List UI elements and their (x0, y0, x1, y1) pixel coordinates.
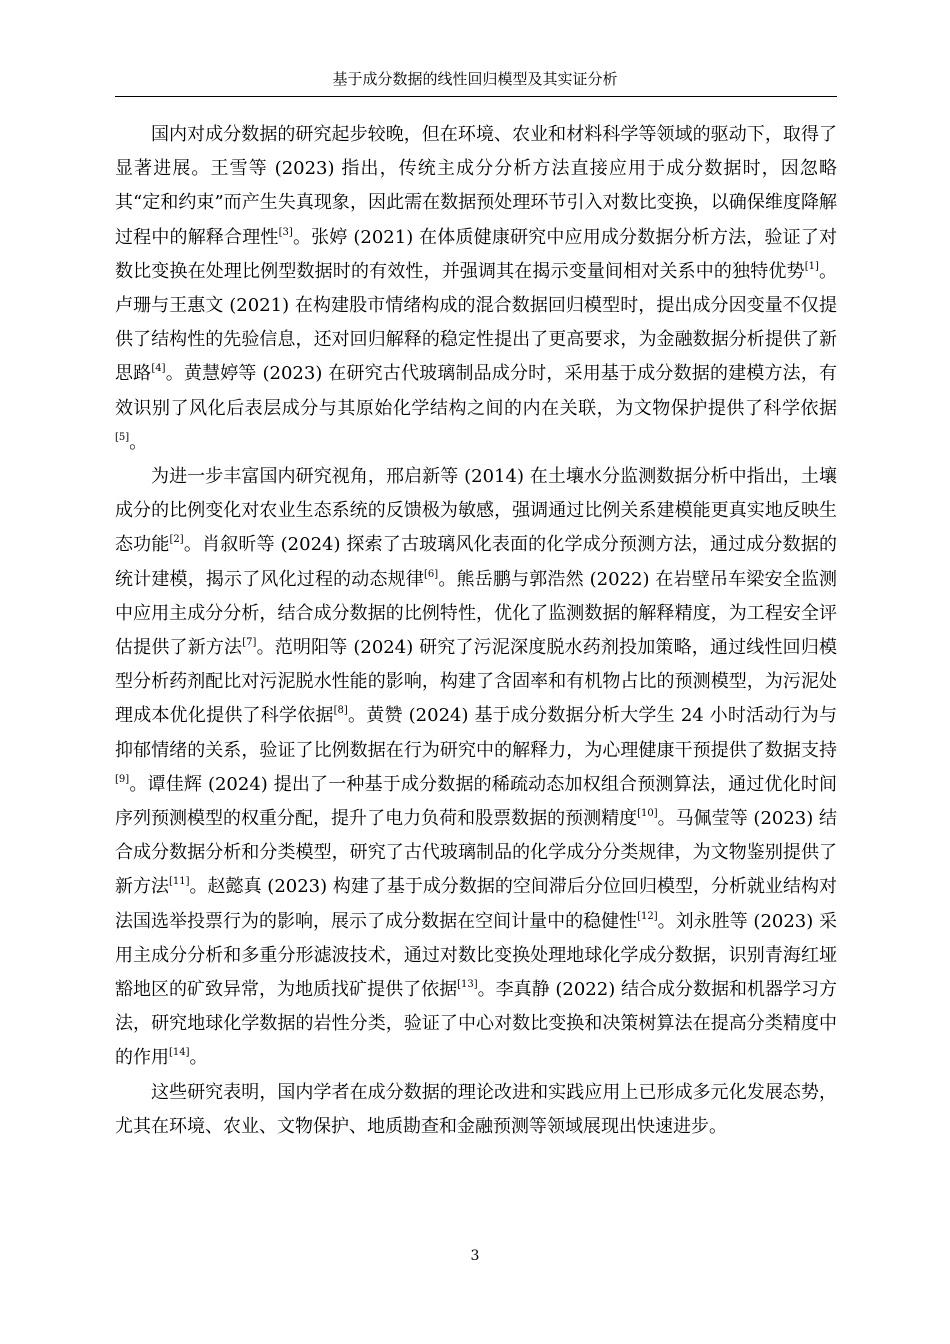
text-segment: 。马佩莹等 (2023) 结合成分数据分析和分类模型，研究了古代玻璃制品的化学成分分类规律，为文物鉴别提供了新方法 (115, 808, 838, 898)
running-header: 基于成分数据的线性回归模型及其实证分析 (332, 70, 618, 88)
text-segment: 国内对成分数据的研究起步较晚，但在环境、农业和材料科学等领域的驱动下，取得了显著进展。王雪等 (2023) 指出，传统主成分分析方法直接应用于成分数据时，因忽略其“定和约束”而产生失真现象，因此需在数据预处理环节引入对数比变换，以确保维度降解过程中的解释合理性 (115, 124, 837, 248)
citation[interactable]: [4] (151, 363, 166, 375)
paragraph-1 (115, 118, 837, 460)
citation[interactable]: [2] (169, 534, 184, 546)
text-segment: 为进一步丰富国内研究视角，邢启新等 (2014) 在土壤水分监测数据分析中指出，土壤成分的比例变化对农业生态系统的反馈极为敏感，强调通过比例关系建模能更真实地反映生态功能 (115, 466, 837, 556)
text-segment: 这些研究表明，国内学者在成分数据的理论改进和实践应用上已形成多元化发展态势，尤其在环境、农业、文物保护、地质勘查和金融预测等领域展现出快速进步。 (115, 1081, 837, 1137)
citation[interactable]: [12] (637, 910, 658, 922)
text-segment: 。肖叙昕等 (2024) 探索了古玻璃风化表面的化学成分预测方法，通过成分数据的统计建模，揭示了风化过程的动态规律 (115, 534, 837, 590)
text-segment: 。赵懿真 (2023) 构建了基于成分数据的空间滞后分位回归模型，分析就业结构对法国选举投票行为的影响，展示了成分数据在空间计量中的稳健性 (115, 876, 837, 932)
citation[interactable]: [6] (424, 568, 439, 580)
paragraph-3 (115, 1076, 837, 1144)
citation[interactable]: [14] (169, 1047, 190, 1059)
body-text (115, 118, 837, 1144)
citation[interactable]: [1] (804, 260, 819, 272)
citation[interactable]: [10] (637, 808, 658, 820)
citation[interactable]: [11] (169, 876, 190, 888)
text-segment: 。 (129, 431, 148, 453)
citation[interactable]: [8] (333, 705, 348, 717)
citation[interactable]: [7] (242, 637, 257, 649)
citation[interactable]: [5] (115, 431, 130, 443)
citation[interactable]: [9] (115, 773, 130, 785)
text-segment: 。卢珊与王惠文 (2021) 在构建股市情绪构成的混合数据回归模型时，提出成分因变量不仅提供了结构性的先验信息，还对回归解释的稳定性提出了更高要求，为金融数据分析提供了新思路 (115, 260, 838, 385)
text-segment: 。范明阳等 (2024) 研究了污泥深度脱水药剂投加策略，通过线性回归模型分析药剂配比对污泥脱水性能的影响，构建了含固率和有机物占比的预测模型，为污泥处理成本优化提供了科学依据 (115, 637, 838, 727)
citation[interactable]: [3] (278, 226, 293, 238)
text-segment: 。谭佳辉 (2024) 提出了一种基于成分数据的稀疏动态加权组合预测算法，通过优化时间序列预测模型的权重分配，提升了电力负荷和股票数据的预测精度 (115, 773, 837, 830)
text-segment: 。黄慧婷等 (2023) 在研究古代玻璃制品成分时，采用基于成分数据的建模方法，有效识别了风化后表层成分与其原始化学结构之间的内在关联，为文物保护提供了科学依据 (115, 363, 838, 419)
text-segment: 。李真静 (2022) 结合成分数据和机器学习方法，研究地球化学数据的岩性分类，验证了中心对数比变换和决策树算法在提高分类精度中的作用 (115, 979, 838, 1069)
text-segment: 。黄赞 (2024) 基于成分数据分析大学生 24 小时活动行为与抑郁情绪的关系，验证了比例数据在行为研究中的解释力，为心理健康干预提供了数据支持 (115, 705, 837, 761)
text-segment: 。刘永胜等 (2023) 采用主成分分析和多重分形滤波技术，通过对数比变换处理地球化学成分数据，识别青海红垭豁地区的矿致异常，为地质找矿提供了依据 (115, 910, 838, 1001)
paragraph-2 (115, 460, 837, 1076)
text-segment: 。 (189, 1047, 208, 1069)
header-rule (115, 96, 837, 97)
text-segment: 。张婷 (2021) 在体质健康研究中应用成分数据分析方法，验证了对数比变换在处理比例型数据时的有效性，并强调其在揭示变量间相对关系中的独特优势 (115, 226, 838, 282)
text-segment: 。熊岳鹏与郭浩然 (2022) 在岩壁吊车梁安全监测中应用主成分分析，结合成分数据的比例特性，优化了监测数据的解释精度，为工程安全评估提供了新方法 (115, 568, 837, 659)
citation[interactable]: [13] (457, 979, 478, 991)
page-number: 3 (470, 1248, 480, 1264)
